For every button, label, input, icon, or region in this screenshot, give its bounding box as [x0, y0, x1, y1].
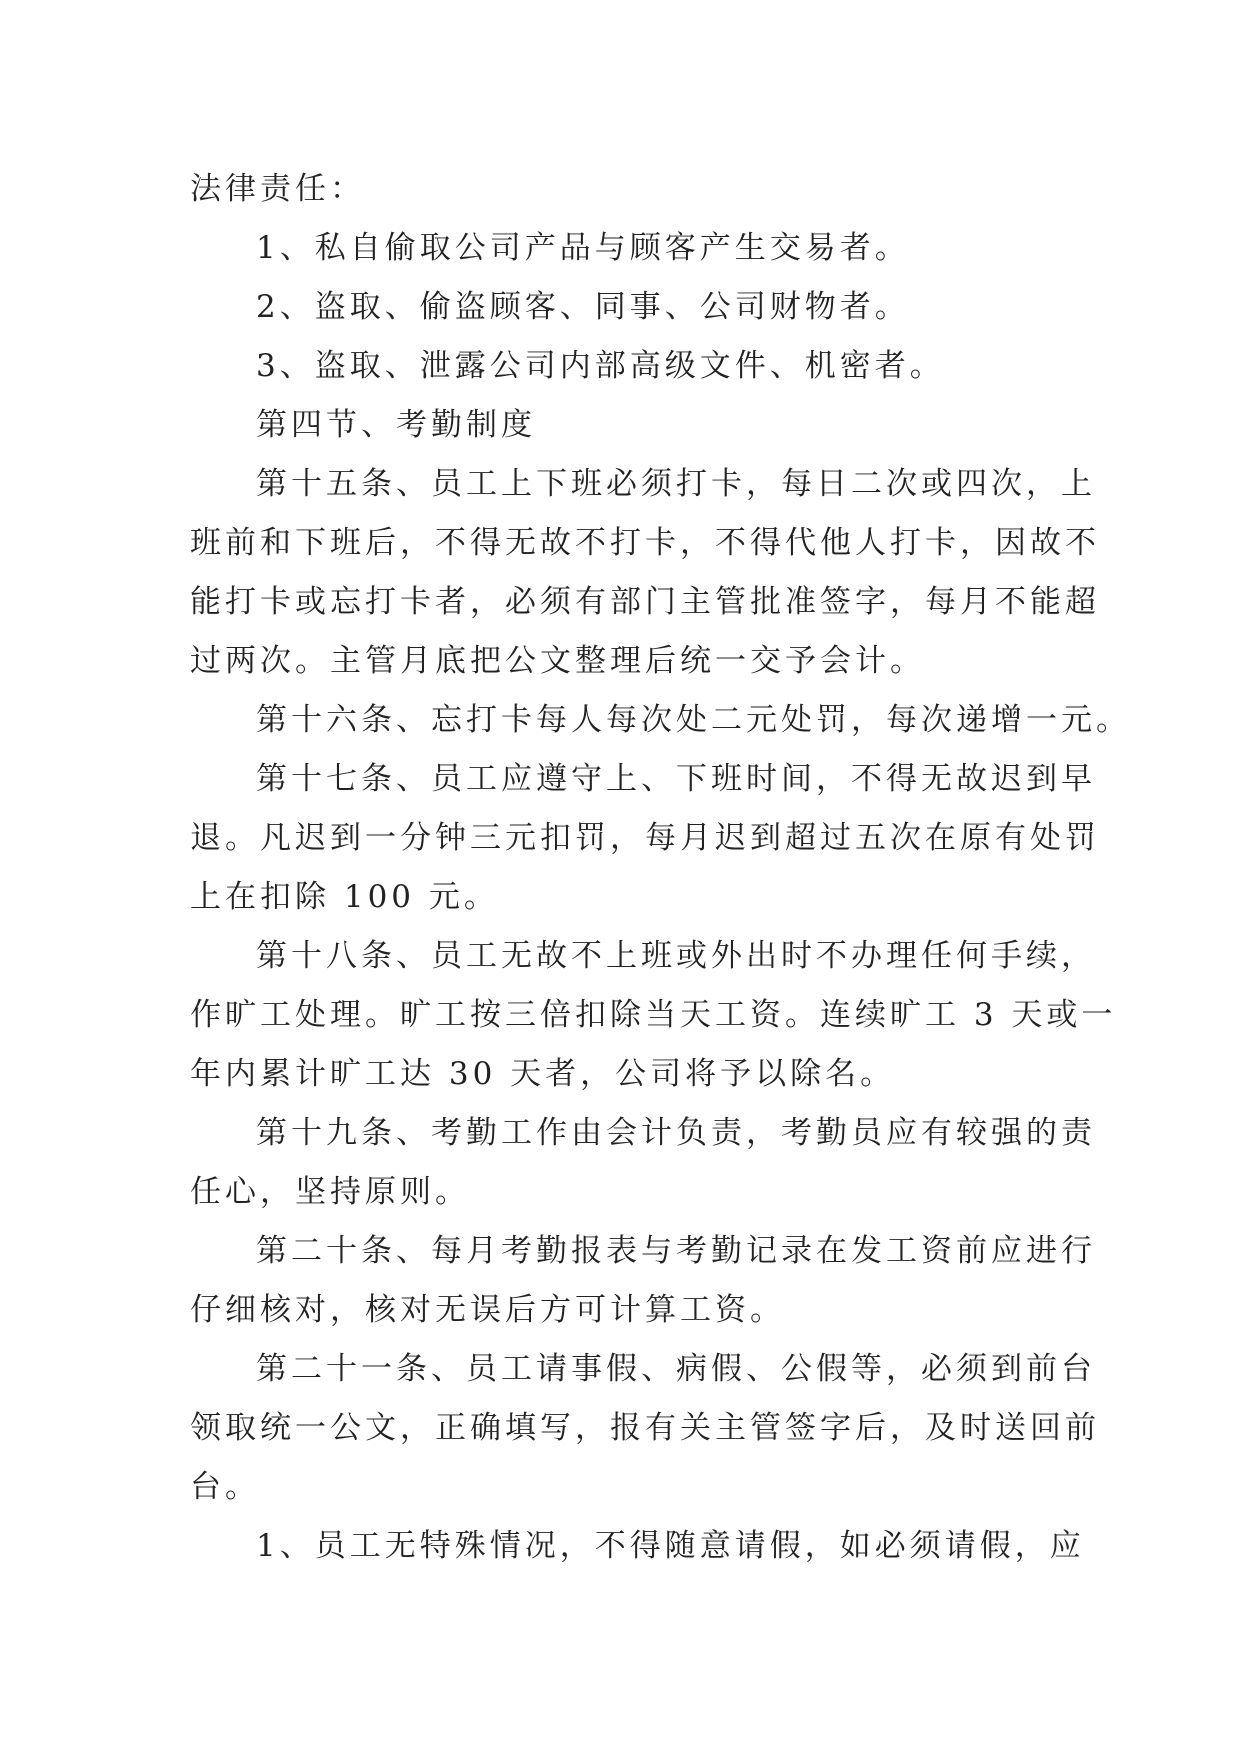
text-line: 1、员工无特殊情况，不得随意请假，如必须请假，应 — [256, 1528, 1085, 1564]
text-line: 退。凡迟到一分钟三元扣罚，每月迟到超过五次在原有处罚 — [190, 820, 1100, 856]
text-line: 作旷工处理。旷工按三倍扣除当天工资。连续旷工 3 天或一 — [190, 997, 1117, 1033]
text-line: 3、盗取、泄露公司内部高级文件、机密者。 — [256, 348, 945, 384]
text-line: 年内累计旷工达 30 天者，公司将予以除名。 — [190, 1056, 896, 1092]
text-line: 第十六条、忘打卡每人每次处二元处罚，每次递增一元。 — [256, 702, 1131, 738]
section-heading: 第四节、考勤制度 — [256, 407, 536, 443]
document-body — [190, 160, 1131, 1576]
text-line: 台。 — [190, 1469, 260, 1505]
text-line: 过两次。主管月底把公文整理后统一交予会计。 — [190, 643, 925, 679]
text-line: 第十八条、员工无故不上班或外出时不办理任何手续， — [256, 938, 1096, 974]
text-line: 第十九条、考勤工作由会计负责，考勤员应有较强的责 — [256, 1115, 1096, 1151]
text-line: 法律责任： — [190, 171, 365, 207]
text-line: 1、私自偷取公司产品与顾客产生交易者。 — [256, 230, 910, 266]
text-line: 任心，坚持原则。 — [190, 1174, 470, 1210]
text-line: 仔细核对，核对无误后方可计算工资。 — [190, 1292, 785, 1328]
text-line: 领取统一公文，正确填写，报有关主管签字后，及时送回前 — [190, 1410, 1100, 1446]
text-line: 第二十条、每月考勤报表与考勤记录在发工资前应进行 — [256, 1233, 1096, 1269]
text-line: 班前和下班后，不得无故不打卡，不得代他人打卡，因故不 — [190, 525, 1100, 561]
text-line: 第十五条、员工上下班必须打卡，每日二次或四次，上 — [256, 466, 1096, 502]
text-line: 2、盗取、偷盗顾客、同事、公司财物者。 — [256, 289, 910, 325]
text-line: 上在扣除 100 元。 — [190, 879, 499, 915]
text-line: 第十七条、员工应遵守上、下班时间，不得无故迟到早 — [256, 761, 1096, 797]
text-line: 第二十一条、员工请事假、病假、公假等，必须到前台 — [256, 1351, 1096, 1387]
text-line: 能打卡或忘打卡者，必须有部门主管批准签字，每月不能超 — [190, 584, 1100, 620]
